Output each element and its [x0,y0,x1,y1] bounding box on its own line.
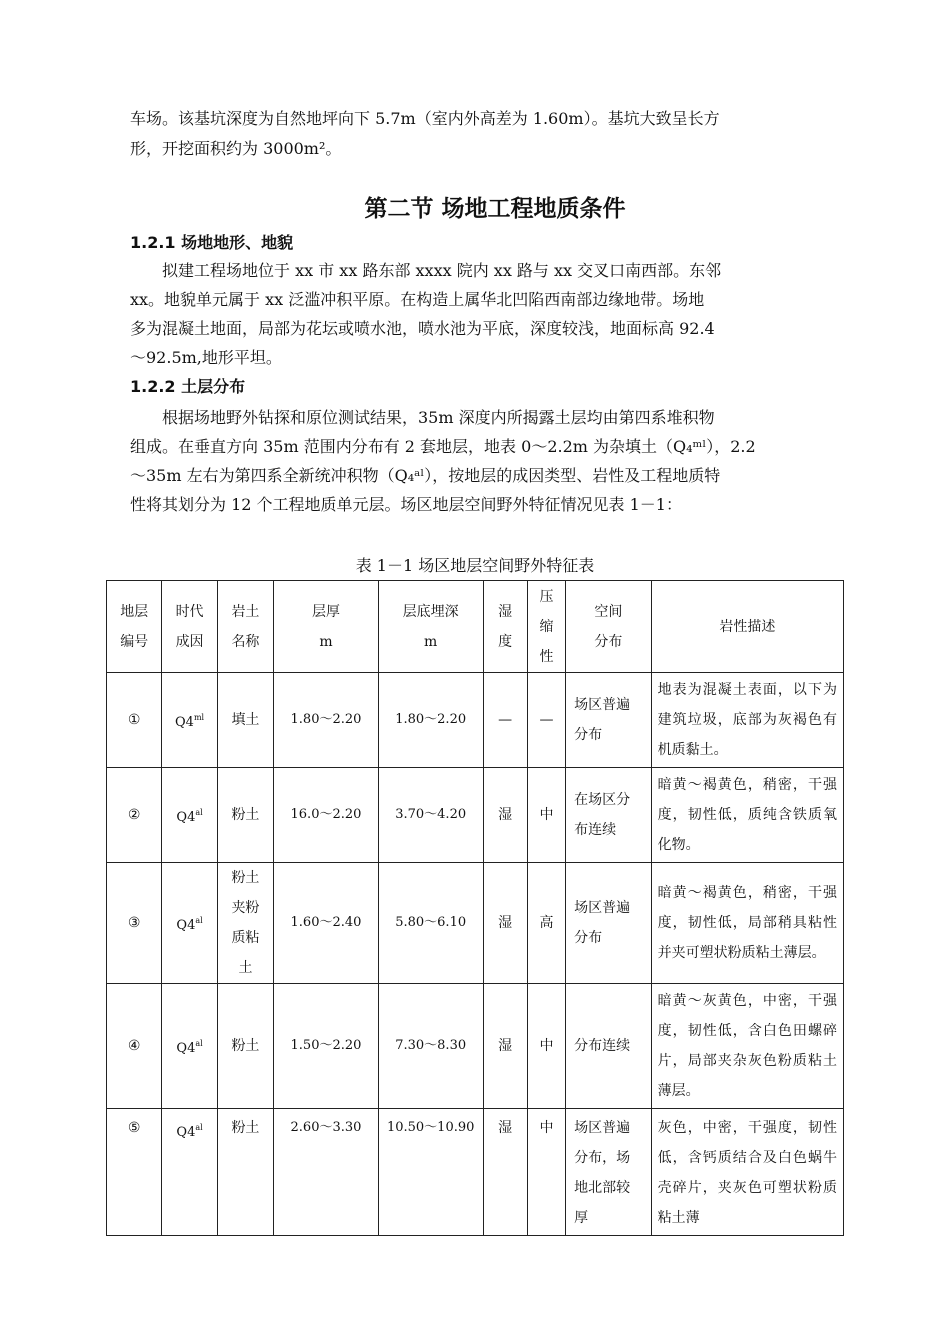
cell-wetness: — [483,673,527,768]
paragraph-line: ～35m 左右为第四系全新统冲积物（Q₄ᵃˡ），按地层的成因类型、岩性及工程地质特 [130,466,721,485]
cell-age: $Q4^{al}$ [162,863,217,984]
table-row [107,984,844,1109]
table-header-row [107,581,844,673]
cell-rock-name: 粉土 [217,768,273,863]
table-row [107,673,844,768]
paragraph-line: 拟建工程场地位于 xx 市 xx 路东部 xxxx 院内 xx 路与 xx 交叉口南西部。东邻 [130,261,722,280]
cell-rock-name: 填土 [217,673,273,768]
cell-thickness: 16.0～2.20 [274,768,379,863]
cell-layer-no: ② [107,768,162,863]
cell-age: $Q4^{ml}$ [162,673,217,768]
heading-1-2-2: 1.2.2 土层分布 [130,377,246,396]
cell-wetness: 湿 [483,768,527,863]
header-description: 岩性描述 [651,581,843,673]
header-rock: 岩土名称 [217,581,273,673]
header-compressibility: 压缩性 [527,581,565,673]
cell-compressibility: 中 [527,1109,565,1236]
cell-age: $Q4^{al}$ [162,1109,217,1236]
cell-description: 地表为混凝土表面，以下为建筑垃圾，底部为灰褐色有机质黏土。 [651,673,843,768]
cell-thickness: 1.80～2.20 [274,673,379,768]
cell-wetness: 湿 [483,1109,527,1236]
cell-compressibility: — [527,673,565,768]
cell-rock-name: 粉土 [217,984,273,1109]
header-distribution: 空间分布 [566,581,652,673]
paragraph-line: 组成。在垂直方向 35m 范围内分布有 2 套地层，地表 0～2.2m 为杂填土（Q₄ᵐˡ），2.2 [130,437,756,456]
intro-line-1: 车场。该基坑深度为自然地坪向下 5.7m（室内外高差为 1.60m）。基坑大致呈长方 [130,109,720,128]
cell-description: 暗黄～褐黄色，稍密，干强度，韧性低，局部稍具粘性并夹可塑状粉质粘土薄层。 [651,863,843,984]
paragraph-line: xx。地貌单元属于 xx 泛滥冲积平原。在构造上属华北凹陷西南部边缘地带。场地 [130,290,705,309]
cell-distribution: 分布连续 [566,984,652,1109]
cell-layer-no: ① [107,673,162,768]
cell-wetness: 湿 [483,863,527,984]
cell-thickness: 1.60～2.40 [274,863,379,984]
cell-thickness: 2.60～3.30 [274,1109,379,1236]
heading-1-2-1: 1.2.1 场地地形、地貌 [130,233,294,252]
cell-distribution: 在场区分布连续 [566,768,652,863]
header-layer: 地层编号 [107,581,162,673]
header-thickness: 层厚 m [274,581,379,673]
cell-compressibility: 高 [527,863,565,984]
cell-depth: 3.70～4.20 [378,768,483,863]
cell-age: $Q4^{al}$ [162,984,217,1109]
cell-depth: 10.50～10.90 [378,1109,483,1236]
paragraph-line: 根据场地野外钻探和原位测试结果，35m 深度内所揭露土层均由第四系堆积物 [130,408,715,427]
cell-depth: 5.80～6.10 [378,863,483,984]
cell-compressibility: 中 [527,984,565,1109]
cell-depth: 1.80～2.20 [378,673,483,768]
paragraph-line: 多为混凝土地面，局部为花坛或喷水池，喷水池为平底，深度较浅，地面标高 92.4 [130,319,715,338]
cell-distribution: 场区普遍分布 [566,673,652,768]
strata-table [106,580,844,1236]
header-depth: 层底埋深 m [378,581,483,673]
table-caption: 表 1－1 场区地层空间野外特征表 [355,556,595,575]
paragraph-line: ～92.5m,地形平坦。 [130,348,282,367]
table-row [107,1109,844,1236]
cell-layer-no: ④ [107,984,162,1109]
cell-layer-no: ③ [107,863,162,984]
header-wetness: 湿度 [483,581,527,673]
cell-description: 灰色，中密，干强度，韧性低，含钙质结合及白色蜗牛壳碎片，夹灰色可塑状粉质粘土薄 [651,1109,843,1236]
cell-layer-no: ⑤ [107,1109,162,1236]
section-title: 第二节 场地工程地质条件 [364,196,626,222]
paragraph-line: 性将其划分为 12 个工程地质单元层。场区地层空间野外特征情况见表 1－1： [130,495,682,514]
cell-description: 暗黄～褐黄色，稍密，干强度，韧性低，质纯含铁质氧化物。 [651,768,843,863]
cell-distribution: 场区普遍分布，场地北部较厚 [566,1109,652,1236]
table-row [107,768,844,863]
cell-compressibility: 中 [527,768,565,863]
intro-line-2: 形，开挖面积约为 3000m²。 [130,139,342,158]
cell-depth: 7.30～8.30 [378,984,483,1109]
cell-thickness: 1.50～2.20 [274,984,379,1109]
cell-description: 暗黄～灰黄色，中密，干强度，韧性低，含白色田螺碎片，局部夹杂灰色粉质粘土薄层。 [651,984,843,1109]
cell-distribution: 场区普遍分布 [566,863,652,984]
header-age: 时代成因 [162,581,217,673]
cell-age: $Q4^{al}$ [162,768,217,863]
cell-rock-name: 粉土夹粉质粘土 [217,863,273,984]
cell-wetness: 湿 [483,984,527,1109]
table-row [107,863,844,984]
cell-rock-name: 粉土 [217,1109,273,1236]
